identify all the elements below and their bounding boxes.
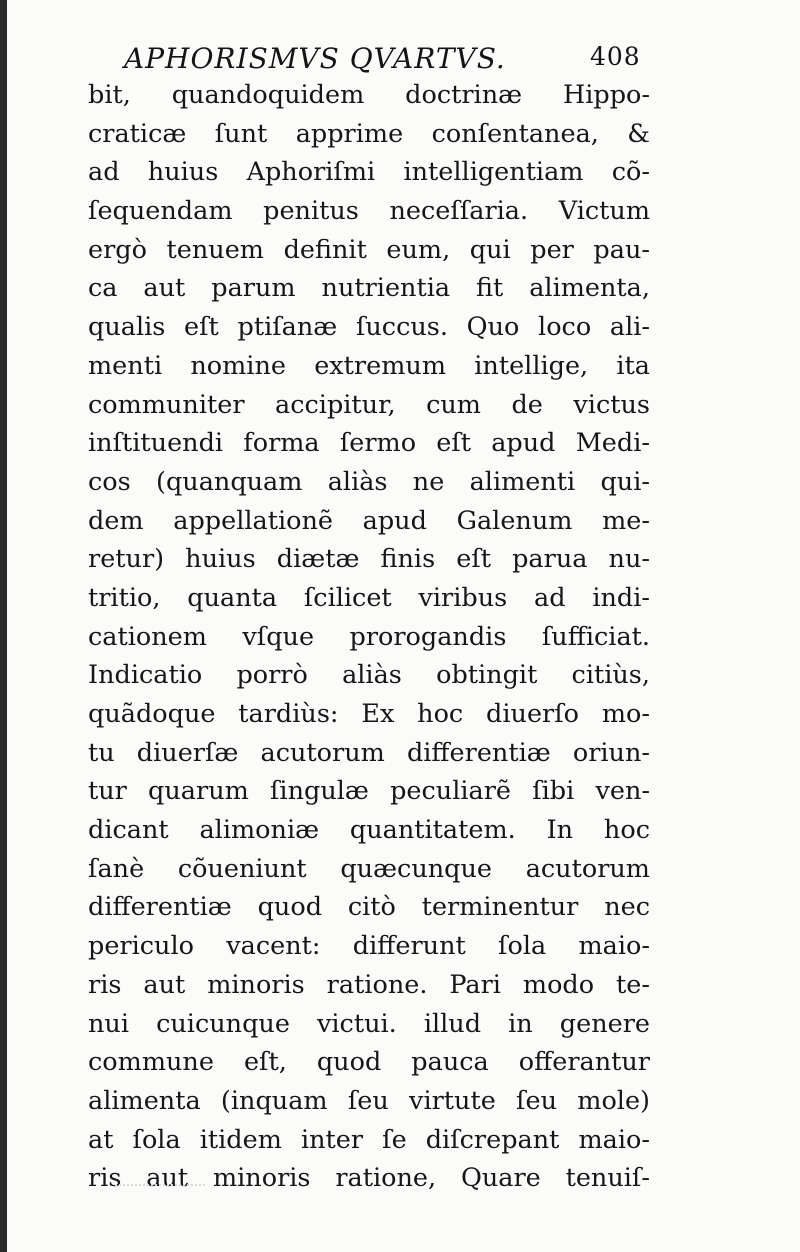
text-line: ca aut parum nutrientia fit alimenta, bbox=[88, 273, 650, 304]
text-line: ris aut minoris ratione, Quare tenuiſ- bbox=[88, 1163, 650, 1194]
text-line: inſtituendi forma ſermo eſt apud Medi- bbox=[88, 428, 650, 459]
text-line: alimenta (inquam ſeu virtute ſeu mole) bbox=[88, 1085, 650, 1116]
body-text bbox=[88, 76, 650, 1198]
text-line: communiter accipitur, cum de victus bbox=[88, 389, 650, 420]
text-line: ſanè cõueniunt quæcunque acutorum bbox=[88, 853, 650, 884]
text-line: at ſola itidem inter ſe diſcrepant maio- bbox=[88, 1124, 650, 1155]
text-line: ergò tenuem definit eum, qui per pau- bbox=[88, 234, 650, 265]
text-line: cos (quanquam aliàs ne alimenti qui- bbox=[88, 466, 650, 497]
running-head: APHORISMVS QVARTVS. bbox=[124, 42, 506, 75]
text-line: Indicatio porrò aliàs obtingit citiùs, bbox=[88, 660, 650, 691]
text-line: craticæ ſunt apprime conſentanea, & bbox=[88, 118, 650, 149]
text-line: nui cuicunque victui. illud in genere bbox=[88, 1008, 650, 1039]
faint-show-through bbox=[115, 1166, 205, 1186]
text-line: menti nomine extremum intellige, ita bbox=[88, 350, 650, 381]
page-number: 408 bbox=[590, 42, 641, 71]
text-line: tu diuerſæ acutorum differentiæ oriun- bbox=[88, 737, 650, 768]
text-line: ad huius Aphoriſmi intelligentiam cõ- bbox=[88, 157, 650, 188]
text-line: tur quarum ſingulæ peculiarẽ ſibi ven- bbox=[88, 776, 650, 807]
text-line: differentiæ quod citò terminentur nec bbox=[88, 892, 650, 923]
text-line: ris aut minoris ratione. Pari modo te- bbox=[88, 969, 650, 1000]
text-line: ſequendam penitus neceſſaria. Victum bbox=[88, 196, 650, 227]
text-line: qualis eſt ptiſanæ ſuccus. Quo loco ali- bbox=[88, 312, 650, 343]
text-line: retur) huius diætæ finis eſt parua nu- bbox=[88, 544, 650, 575]
text-line: quãdoque tardiùs: Ex hoc diuerſo mo- bbox=[88, 699, 650, 729]
page-binding-edge bbox=[0, 0, 7, 1252]
text-line: commune eſt, quod pauca offerantur bbox=[88, 1047, 650, 1078]
text-line: bit, quandoquidem doctrinæ Hippo- bbox=[88, 80, 650, 110]
text-line: tritio, quanta ſcilicet viribus ad indi- bbox=[88, 582, 650, 613]
text-line: dicant alimoniæ quantitatem. In hoc bbox=[88, 815, 650, 846]
text-line: periculo vacent: differunt ſola maio- bbox=[88, 931, 650, 962]
text-line: cationem vſque prorogandis ſufficiat. bbox=[88, 621, 650, 652]
text-line: dem appellationẽ apud Galenum me- bbox=[88, 505, 650, 536]
